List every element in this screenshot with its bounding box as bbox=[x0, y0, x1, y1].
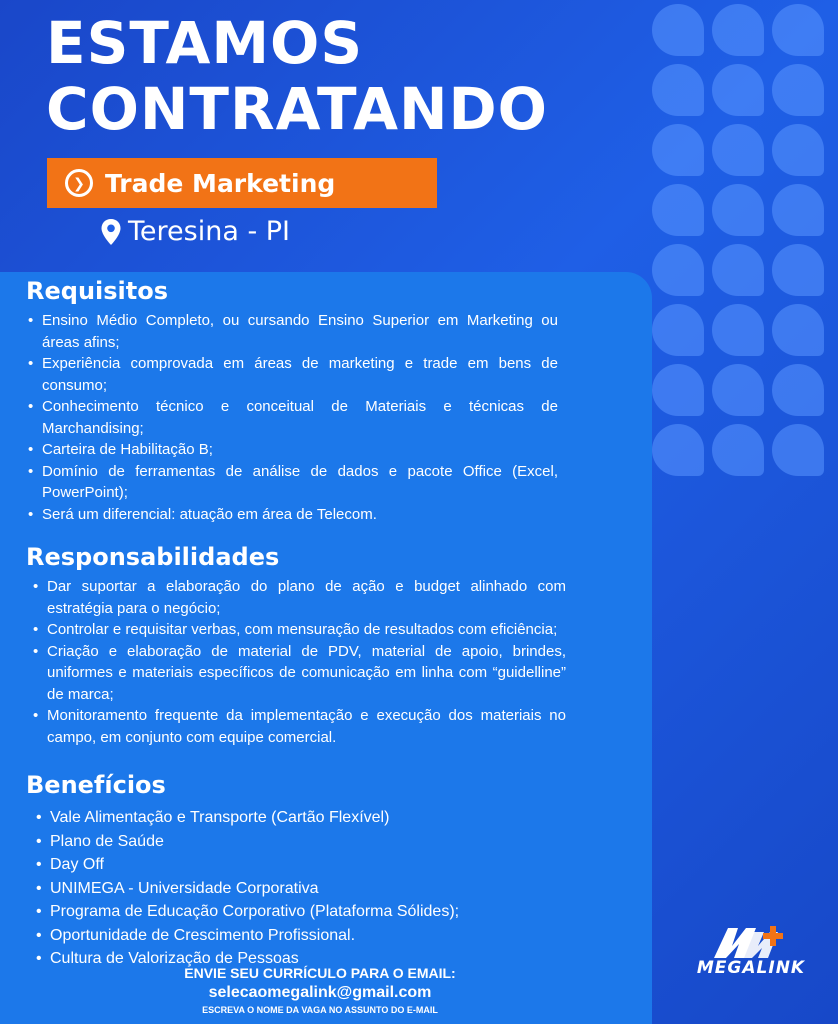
list-item: • Criação e elaboração de material de PDV, material de apoio, brindes, uniformes e materiais específicos de comunicação em linha com “guidelline” de marca; bbox=[33, 641, 566, 706]
role-title: Trade Marketing bbox=[105, 168, 336, 198]
contact-email[interactable]: selecaomegalink@gmail.com bbox=[208, 984, 432, 1001]
list-item: • Vale Alimentação e Transporte (Cartão Flexível) bbox=[36, 806, 596, 830]
brand-name: MEGALINK bbox=[696, 958, 806, 978]
role-banner bbox=[47, 158, 437, 208]
list-item: • Controlar e requisitar verbas, com mensuração de resultados com eficiência; bbox=[33, 619, 566, 641]
contact-cta: ENVIE SEU CURRÍCULO PARA O EMAIL: bbox=[184, 965, 456, 981]
requisitos-list bbox=[28, 310, 558, 525]
list-item: • Dar suportar a elaboração do plano de ação e budget alinhado com estratégia para o negócio; bbox=[33, 576, 566, 619]
list-item: • Day Off bbox=[36, 853, 596, 877]
beneficios-list bbox=[36, 806, 596, 971]
decorative-pattern bbox=[650, 0, 838, 510]
section-title-responsabilidades: Responsabilidades bbox=[26, 543, 280, 571]
location-text: Teresina - PI bbox=[128, 216, 291, 247]
map-pin-icon bbox=[100, 218, 122, 246]
list-item: • UNIMEGA - Universidade Corporativa bbox=[36, 877, 596, 901]
title-line-2: CONTRATANDO bbox=[46, 75, 548, 143]
location bbox=[100, 216, 290, 247]
list-item: • Plano de Saúde bbox=[36, 830, 596, 854]
list-item: • Será um diferencial: atuação em área de Telecom. bbox=[28, 504, 558, 526]
list-item: • Carteira de Habilitação B; bbox=[28, 439, 558, 461]
title-line-1: ESTAMOS bbox=[46, 9, 364, 77]
page-title bbox=[46, 10, 548, 142]
list-item: • Monitoramento frequente da implementação e execução dos materiais no campo, em conjunto com equipe comercial. bbox=[33, 705, 566, 748]
section-title-requisitos: Requisitos bbox=[26, 277, 169, 305]
list-item: • Oportunidade de Crescimento Profissional. bbox=[36, 924, 596, 948]
list-item: • Ensino Médio Completo, ou cursando Ensino Superior em Marketing ou áreas afins; bbox=[28, 310, 558, 353]
list-item: • Domínio de ferramentas de análise de dados e pacote Office (Excel, PowerPoint); bbox=[28, 461, 558, 504]
list-item: • Cultura de Valorização de Pessoas bbox=[36, 947, 596, 971]
list-item: • Experiência comprovada em áreas de marketing e trade em bens de consumo; bbox=[28, 353, 558, 396]
contact-note: ESCREVA O NOME DA VAGA NO ASSUNTO DO E-MAIL bbox=[202, 1005, 438, 1015]
section-title-beneficios: Benefícios bbox=[26, 771, 166, 799]
list-item: • Conhecimento técnico e conceitual de Materiais e técnicas de Marchandising; bbox=[28, 396, 558, 439]
list-item: • Programa de Educação Corporativo (Plataforma Sólides); bbox=[36, 900, 596, 924]
chevron-right-circle-icon: ❯ bbox=[65, 169, 93, 197]
responsabilidades-list bbox=[33, 576, 566, 748]
